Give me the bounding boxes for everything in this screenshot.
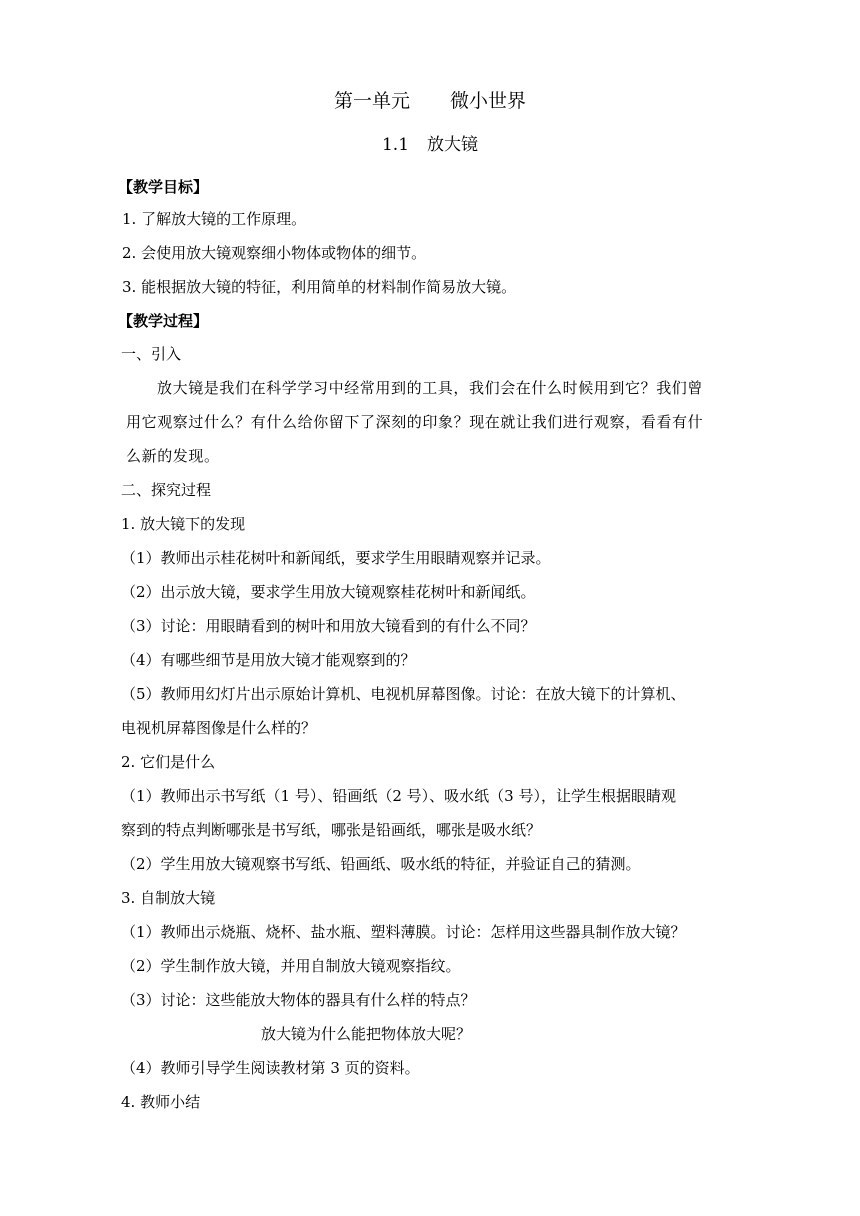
intro-paragraph-line: 用它观察过什么？有什么给你留下了深刻的印象？现在就让我们进行观察，看看有什 bbox=[126, 413, 704, 431]
lesson-name: 放大镜 bbox=[427, 135, 479, 155]
section-heading: 2. 它们是什么 bbox=[121, 753, 216, 771]
intro-paragraph-line: 么新的发现。 bbox=[126, 447, 220, 465]
objectives-heading: 【教学目标】 bbox=[118, 178, 209, 196]
intro-paragraph-line: 放大镜是我们在科学学习中经常用到的工具，我们会在什么时候用到它？我们曾 bbox=[157, 379, 704, 397]
list-item: （2）学生制作放大镜，并用自制放大镜观察指纹。 bbox=[121, 957, 461, 975]
list-item: （5）教师用幻灯片出示原始计算机、电视机屏幕图像。讨论：在放大镜下的计算机、 bbox=[121, 685, 686, 703]
intro-heading: 一、引入 bbox=[121, 345, 182, 363]
list-item: （2）出示放大镜，要求学生用放大镜观察桂花树叶和新闻纸。 bbox=[121, 583, 536, 601]
lesson-number: 1.1 bbox=[381, 135, 410, 155]
list-item: （2）学生用放大镜观察书写纸、铅画纸、吸水纸的特征，并验证自己的猜测。 bbox=[121, 855, 641, 873]
explore-heading: 二、探究过程 bbox=[121, 481, 212, 499]
unit-label: 第一单元 bbox=[333, 90, 410, 112]
objective-item: 2. 会使用放大镜观察细小物体或物体的细节。 bbox=[122, 244, 427, 262]
objective-item: 1. 了解放大镜的工作原理。 bbox=[122, 210, 307, 228]
list-item: （1）教师出示桂花树叶和新闻纸，要求学生用眼睛观察并记录。 bbox=[121, 549, 551, 567]
list-item: （3）讨论：用眼睛看到的树叶和用放大镜看到的有什么不同？ bbox=[121, 617, 536, 635]
unit-title bbox=[0, 89, 860, 113]
section-heading: 1. 放大镜下的发现 bbox=[121, 515, 246, 533]
section-heading: 4. 教师小结 bbox=[121, 1093, 201, 1111]
list-item: （1）教师出示书写纸（1 号）、铅画纸（2 号）、吸水纸（3 号），让学生根据眼睛观 bbox=[121, 787, 676, 805]
list-item: （3）讨论：这些能放大物体的器具有什么样的特点？ bbox=[121, 991, 476, 1009]
list-item: （4）有哪些细节是用放大镜才能观察到的？ bbox=[121, 651, 416, 669]
list-item: 电视机屏幕图像是什么样的？ bbox=[121, 719, 317, 737]
process-heading: 【教学过程】 bbox=[118, 312, 209, 330]
list-item: （4）教师引导学生阅读教材第 3 页的资料。 bbox=[121, 1059, 420, 1077]
unit-name: 微小世界 bbox=[450, 90, 527, 112]
list-item: 察到的特点判断哪张是书写纸，哪张是铅画纸，哪张是吸水纸？ bbox=[121, 821, 542, 839]
section-heading: 3. 自制放大镜 bbox=[121, 889, 216, 907]
lesson-title bbox=[0, 134, 860, 156]
list-item: （1）教师出示烧瓶、烧杯、盐水瓶、塑料薄膜。讨论：怎样用这些器具制作放大镜？ bbox=[121, 923, 686, 941]
list-item-continuation: 放大镜为什么能把物体放大呢？ bbox=[261, 1025, 472, 1043]
objective-item: 3. 能根据放大镜的特征，利用简单的材料制作简易放大镜。 bbox=[122, 278, 517, 296]
